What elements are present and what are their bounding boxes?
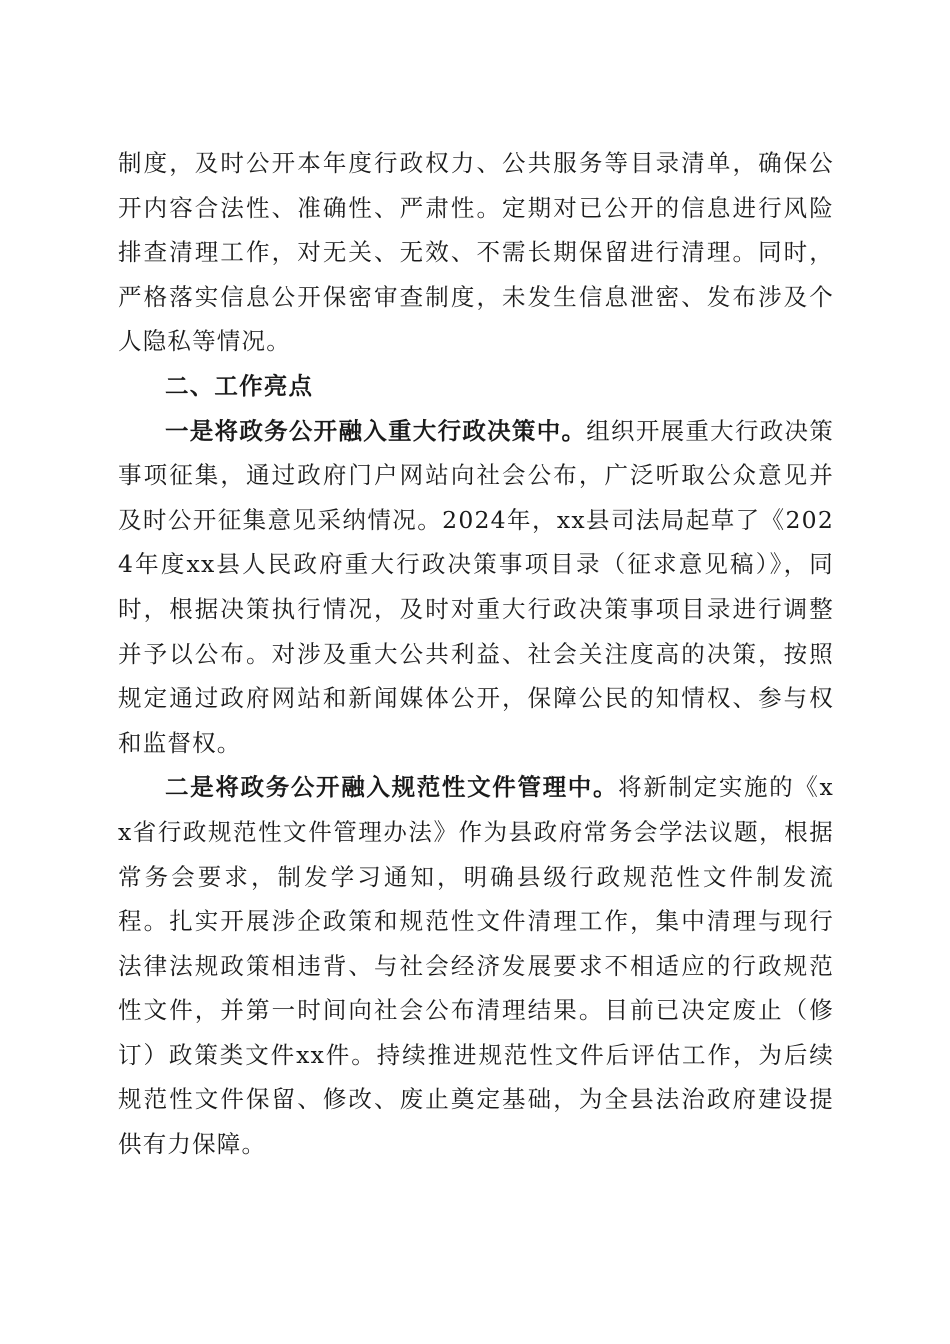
highlight-item-1-body: 组织开展重大行政决策事项征集，通过政府门户网站向社会公布，广泛听取公众意见并及时公开征集意见采纳情况。2024年，xx县司法局起草了《2024年度xx县人民政府重大行政决策事项目录（征求意见稿）》，同时，根据决策执行情况，及时对重大行政决策事项目录进行调整并予以公布。对涉及重大公共利益、社会关注度高的决策，按照规定通过政府网站和新闻媒体公开，保障公民的知情权、参与权和监督权。 bbox=[118, 416, 835, 757]
continued-paragraph: 制度，及时公开本年度行政权力、公共服务等目录清单，确保公开内容合法性、准确性、严肃性。定期对已公开的信息进行风险排查清理工作，对无关、无效、不需长期保留进行清理。同时，严格落实信息公开保密审查制度，未发生信息泄密、发布涉及个人隐私等情况。 bbox=[118, 149, 834, 356]
highlight-item-1-lead: 一是将政务公开融入重大行政决策中。 bbox=[165, 416, 587, 445]
section-heading: 二、工作亮点 bbox=[165, 371, 314, 400]
highlight-item-2-lead: 二是将政务公开融入规范性文件管理中。 bbox=[165, 773, 619, 802]
document-page bbox=[118, 141, 834, 1167]
highlight-item-1 bbox=[118, 409, 834, 766]
highlight-item-2 bbox=[118, 765, 834, 1166]
highlight-item-2-body: 将新制定实施的《xx省行政规范性文件管理办法》作为县政府常务会学法议题，根据常务会要求，制发学习通知，明确县级行政规范性文件制发流程。扎实开展涉企政策和规范性文件清理工作，集中清理与现行法律法规政策相违背、与社会经济发展要求不相适应的行政规范性文件，并第一时间向社会公布清理结果。目前已决定废止（修订）政策类文件xx件。持续推进规范性文件后评估工作，为后续规范性文件保留、修改、废止奠定基础，为全县法治政府建设提供有力保障。 bbox=[118, 773, 834, 1159]
